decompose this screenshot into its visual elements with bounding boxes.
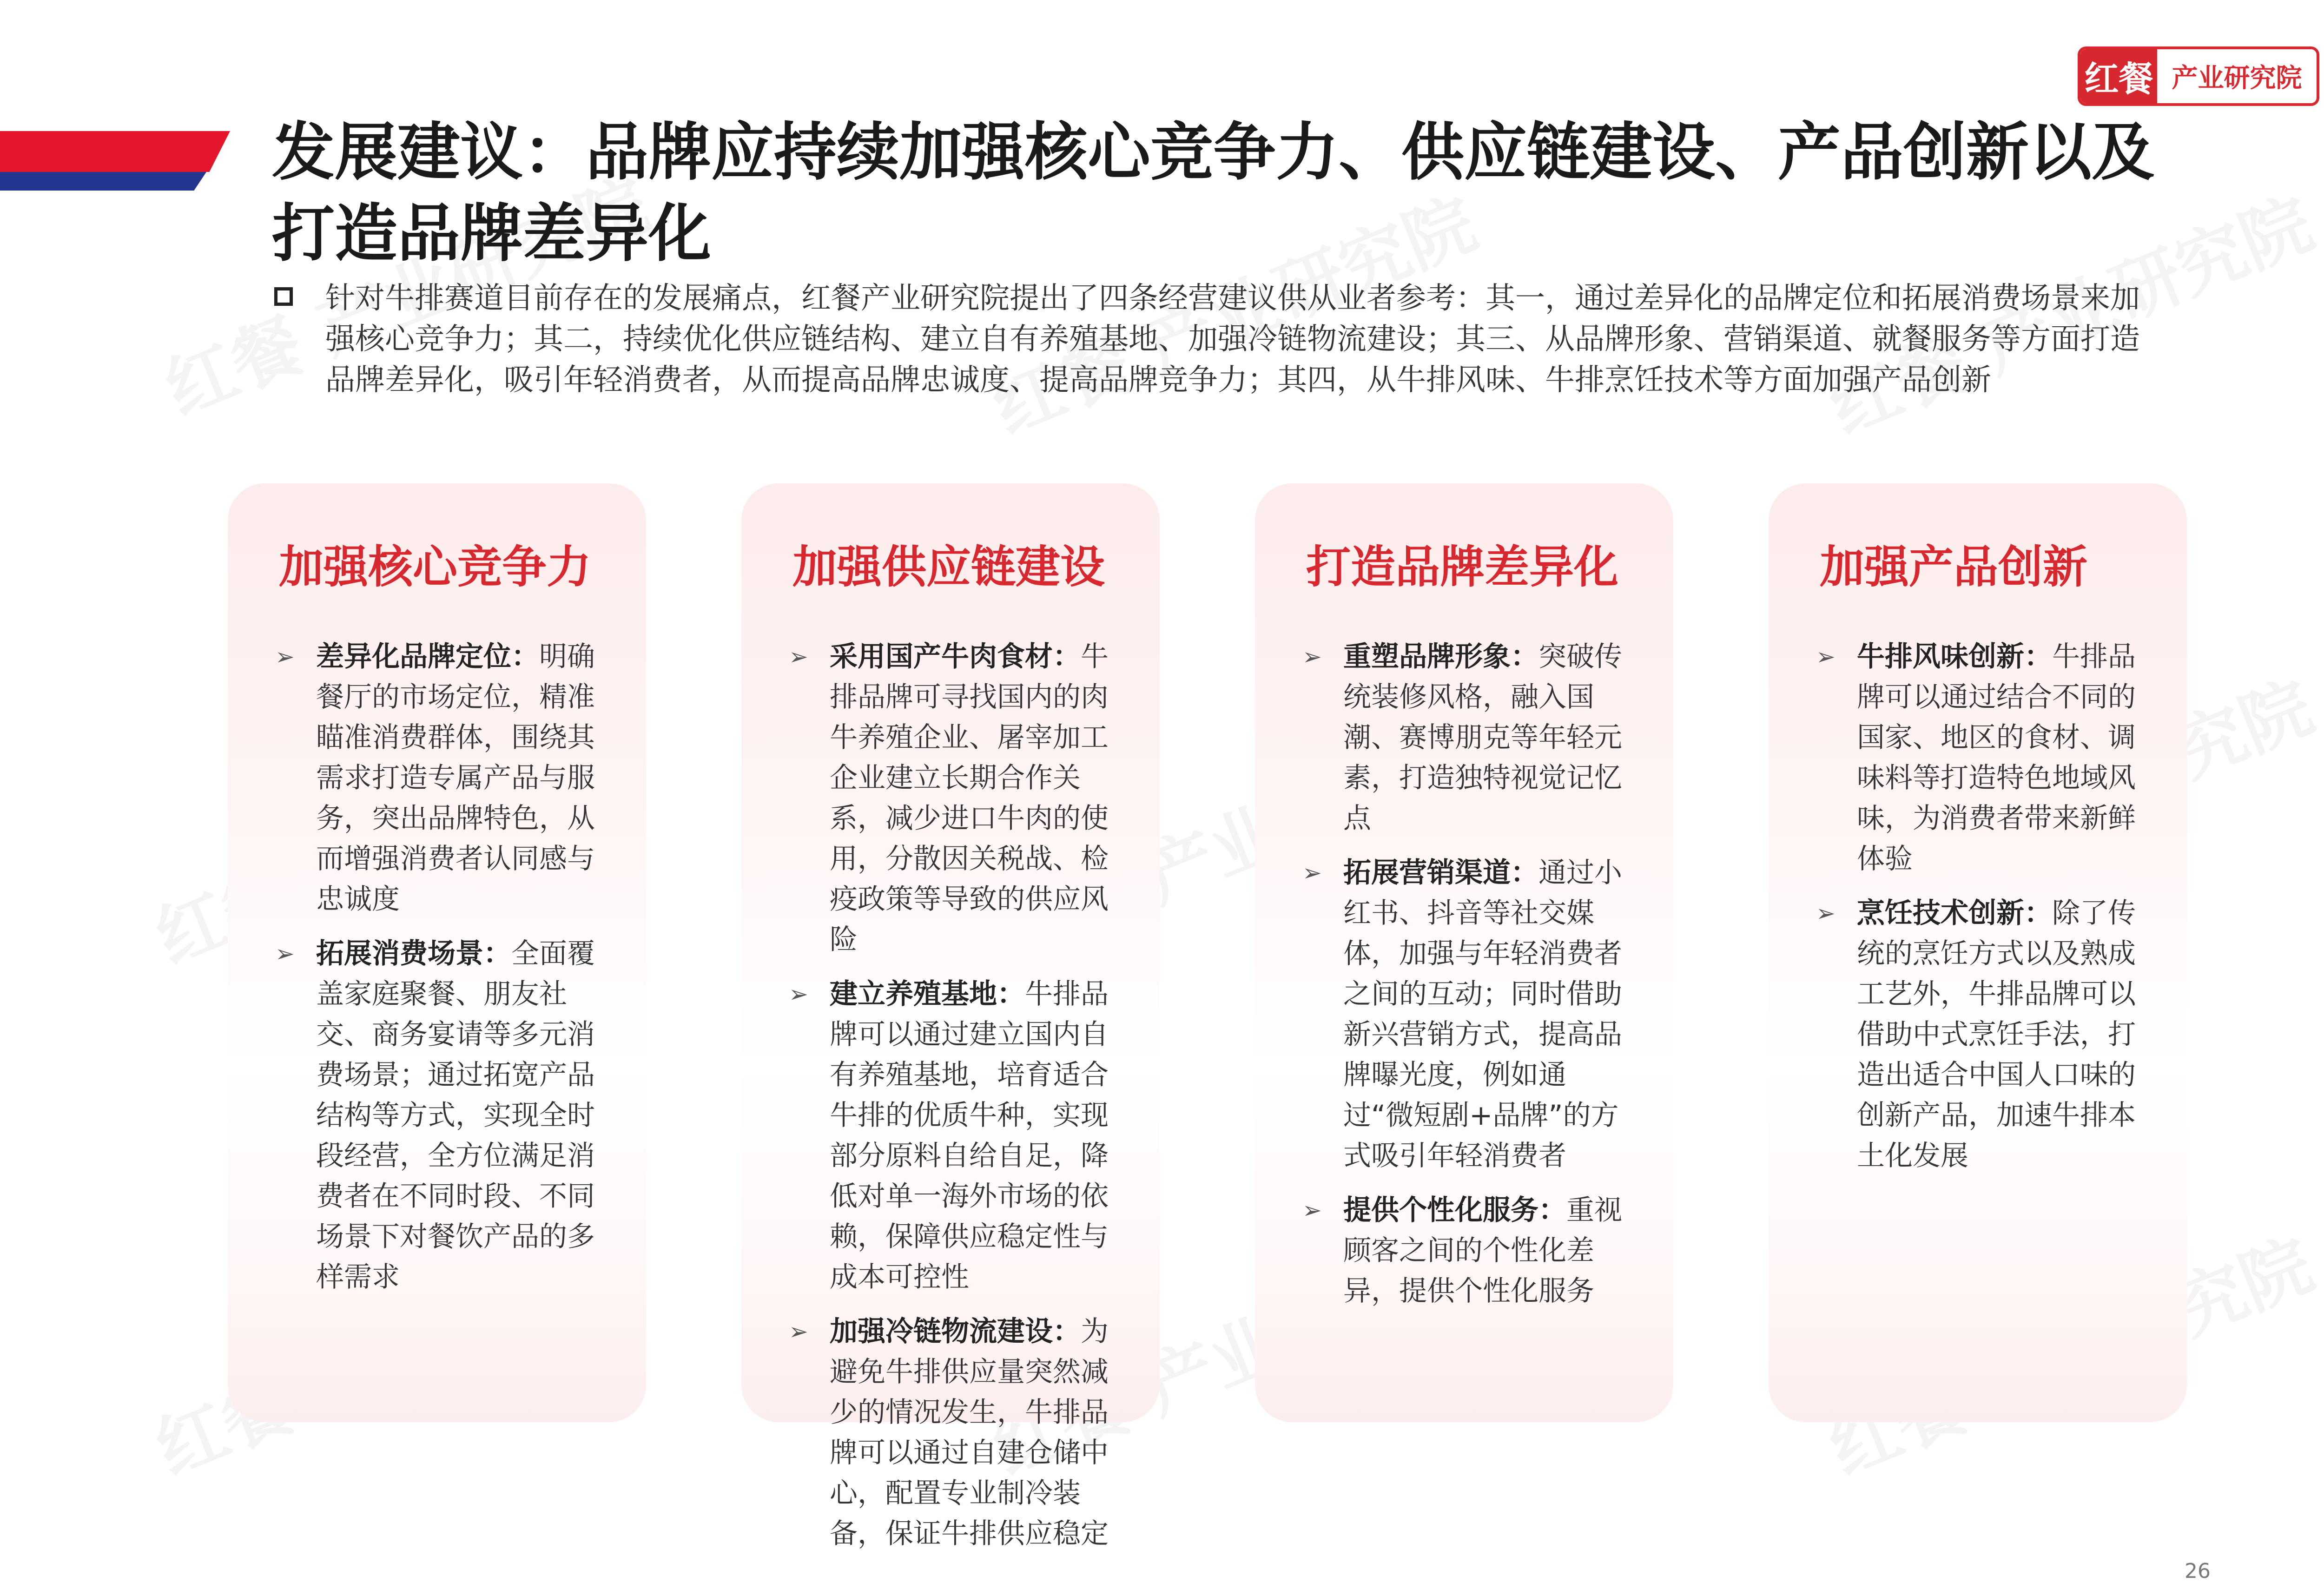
card-list <box>275 637 595 1298</box>
list-item <box>1816 893 2136 1176</box>
list-item <box>1816 637 2136 879</box>
item-lead: 提供个性化服务： <box>1343 1194 1566 1227</box>
item-text: 明确餐厅的市场定位，精准瞄准消费群体，围绕其需求打造专属产品与服务，突出品牌特色，从而增强消费者认同感与忠诚度 <box>316 640 595 916</box>
arrow-bullet-icon: ➢ <box>789 643 808 670</box>
page-title: 发展建议：品牌应持续加强核心竞争力、供应链建设、产品创新以及打造品牌差异化 <box>272 116 2154 270</box>
item-lead: 牛排风味创新： <box>1857 640 2052 673</box>
arrow-bullet-icon: ➢ <box>789 981 808 1008</box>
arrow-bullet-icon: ➢ <box>1302 1197 1322 1224</box>
item-lead: 加强冷链物流建设： <box>830 1315 1081 1348</box>
arrow-bullet-icon: ➢ <box>1816 643 1835 670</box>
item-lead: 采用国产牛肉食材： <box>830 640 1081 673</box>
intro-section <box>274 278 2152 401</box>
item-text: 通过小红书、抖音等社交媒体，加强与年轻消费者之间的互动；同时借助新兴营销方式，提高品牌曝光度，例如通过“微短剧+品牌”的方式吸引年轻消费者 <box>1343 857 1622 1172</box>
item-text: 牛排品牌可以通过建立国内自有养殖基地，培育适合牛排的优质牛种，实现部分原料自给自足，降低对单一海外市场的依赖，保障供应稳定性与成本可控性 <box>830 978 1109 1293</box>
arrow-bullet-icon: ➢ <box>1302 859 1322 886</box>
list-item <box>1302 853 1622 1176</box>
list-item <box>789 637 1109 960</box>
card-title: 加强产品创新 <box>1820 541 2087 593</box>
item-text: 牛排品牌可寻找国内的肉牛养殖企业、屠宰加工企业建立长期合作关系，减少进口牛肉的使用，分散因关税战、检疫政策等导致的供应风险 <box>830 640 1109 956</box>
intro-text: 针对牛排赛道目前存在的发展痛点，红餐产业研究院提出了四条经营建议供从业者参考：其一，通过差异化的品牌定位和拓展消费场景来加强核心竞争力；其二，持续优化供应链结构、建立自有养殖基地、加强冷链物流建设；其三、从品牌形象、营销渠道、就餐服务等方面打造品牌差异化，吸引年轻消费者，从而提高品牌忠诚度、提高品牌竞争力；其四，从牛排风味、牛排烹饪技术等方面加强产品创新 <box>325 281 2140 397</box>
logo-mark: 红餐 <box>2080 49 2157 103</box>
arrow-bullet-icon: ➢ <box>1816 900 1835 927</box>
item-lead: 拓展消费场景： <box>316 937 511 970</box>
card-title: 加强供应链建设 <box>792 541 1105 593</box>
item-text: 突破传统装修风格，融入国潮、赛博朋克等年轻元素，打造独特视觉记忆点 <box>1343 640 1622 835</box>
list-item <box>275 637 595 920</box>
item-text: 除了传统的烹饪方式以及熟成工艺外，牛排品牌可以借助中式烹饪手法，打造出适合中国人口味的创新产品，加速牛排本土化发展 <box>1857 897 2136 1172</box>
square-bullet-icon <box>274 287 293 306</box>
list-item <box>1302 1190 1622 1312</box>
page-number: 26 <box>2185 1559 2211 1583</box>
item-text: 牛排品牌可以通过结合不同的国家、地区的食材、调味料等打造特色地域风味，为消费者带来新鲜体验 <box>1857 640 2136 875</box>
item-lead: 烹饪技术创新： <box>1857 897 2052 930</box>
card-title: 打造品牌差异化 <box>1306 541 1618 593</box>
item-text: 全面覆盖家庭聚餐、朋友社交、商务宴请等多元消费场景；通过拓宽产品结构等方式，实现全时段经营，全方位满足消费者在不同时段、不同场景下对餐饮产品的多样需求 <box>316 937 595 1293</box>
card-supply-chain <box>741 483 1160 1550</box>
arrow-bullet-icon: ➢ <box>789 1318 808 1345</box>
card-core-competitiveness <box>228 483 646 1422</box>
logo-text: 产业研究院 <box>2172 63 2302 93</box>
card-brand-differentiation <box>1255 483 1673 1422</box>
item-text: 重视顾客之间的个性化差异，提供个性化服务 <box>1343 1194 1622 1307</box>
brand-logo <box>2078 46 2319 106</box>
red-stripe <box>0 131 230 172</box>
list-item <box>275 934 595 1298</box>
arrow-bullet-icon: ➢ <box>275 643 295 670</box>
card-title: 加强核心竞争力 <box>279 541 591 593</box>
card-list <box>1302 637 1622 1312</box>
item-lead: 重塑品牌形象： <box>1343 640 1538 673</box>
item-lead: 拓展营销渠道： <box>1343 857 1538 889</box>
item-lead: 差异化品牌定位： <box>316 640 539 673</box>
list-item <box>789 1312 1109 1554</box>
list-item <box>789 974 1109 1298</box>
list-item <box>1302 637 1622 839</box>
item-text: 为避免牛排供应量突然减少的情况发生，牛排品牌可以通过自建仓储中心，配置专业制冷装备，保证牛排供应稳定 <box>830 1315 1109 1550</box>
card-list <box>789 637 1109 1554</box>
blue-stripe <box>0 172 206 191</box>
arrow-bullet-icon: ➢ <box>1302 643 1322 670</box>
card-list <box>1816 637 2136 1176</box>
item-lead: 建立养殖基地： <box>830 978 1025 1010</box>
card-product-innovation <box>1769 483 2187 1422</box>
arrow-bullet-icon: ➢ <box>275 940 295 967</box>
